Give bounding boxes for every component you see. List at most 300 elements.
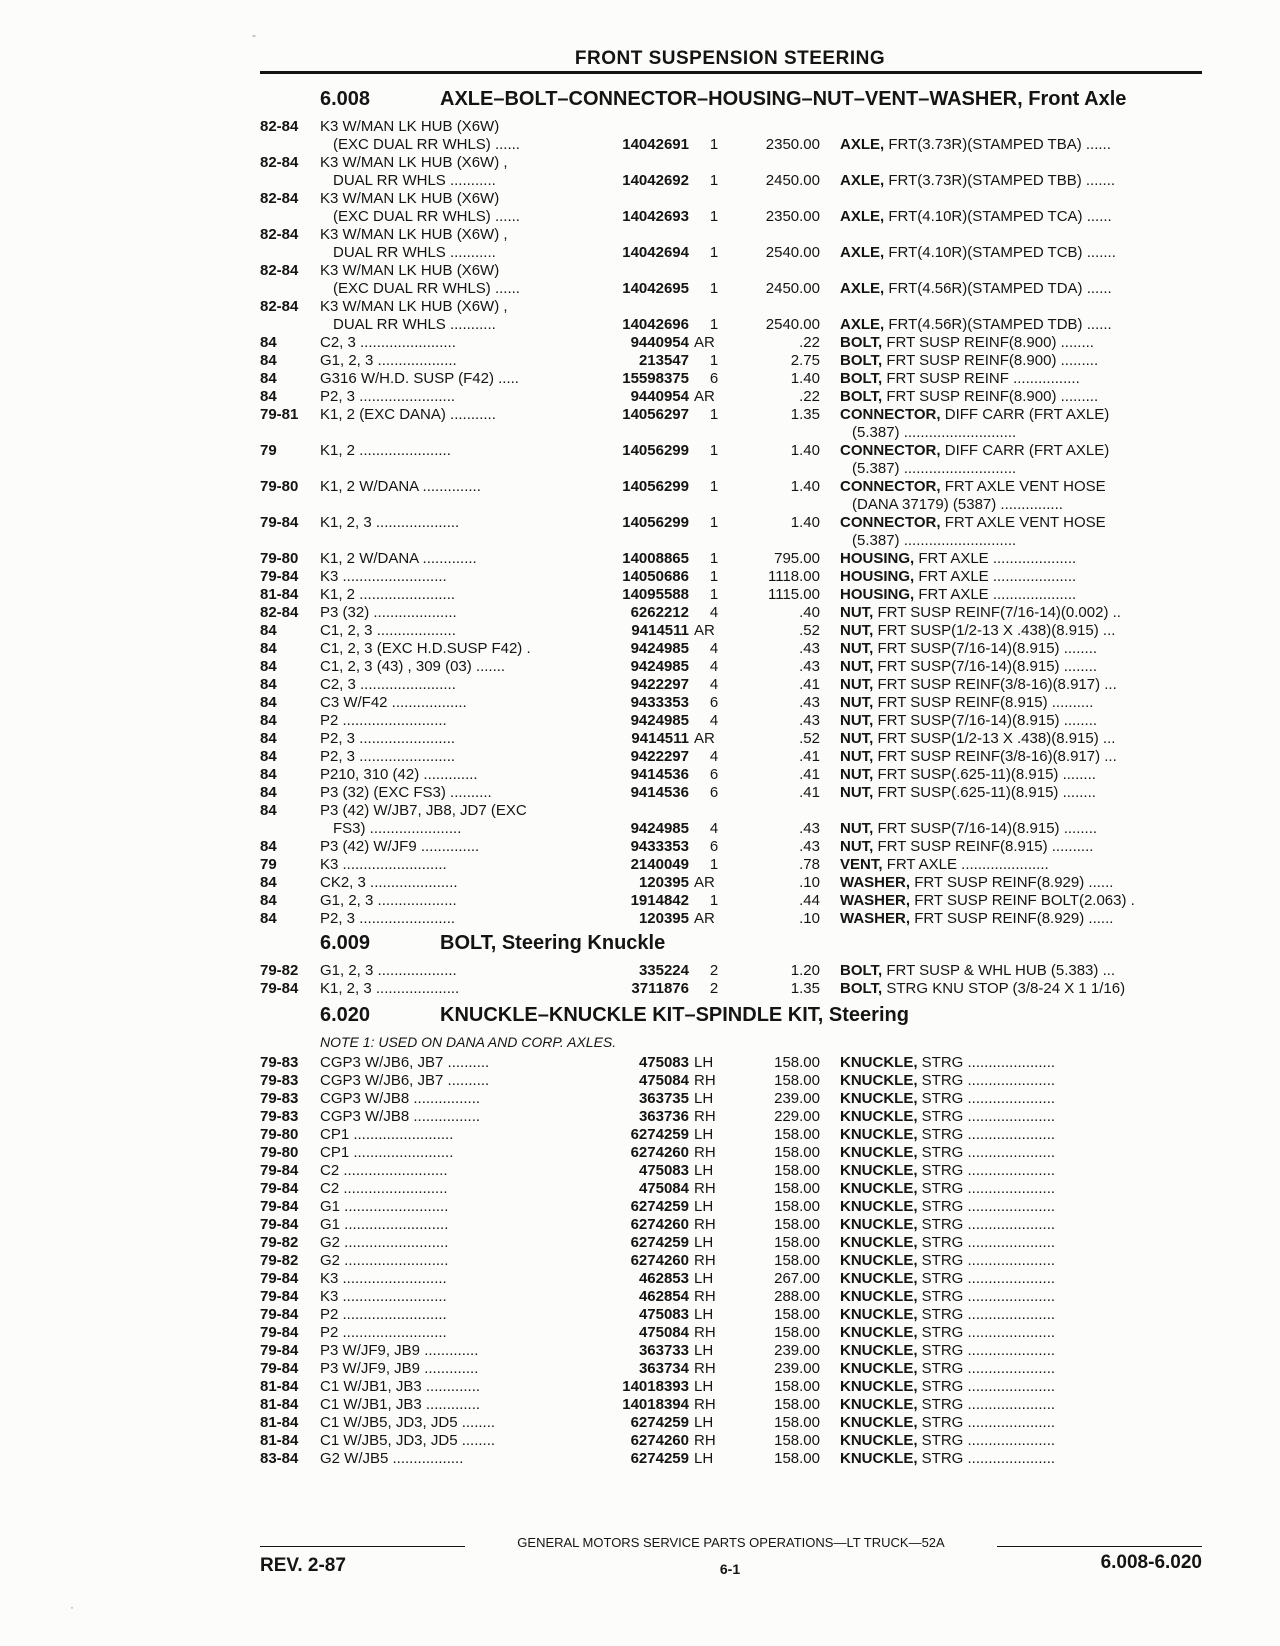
application-continued: (EXC DUAL RR WHLS) ...... bbox=[333, 208, 520, 225]
price: 2540.00 bbox=[765, 316, 820, 333]
part-number: 6274260 bbox=[560, 1144, 689, 1162]
quantity: 1 bbox=[709, 856, 719, 873]
section-6-008-heading bbox=[320, 88, 1220, 114]
model-years: 79-80 bbox=[260, 550, 299, 567]
description bbox=[840, 658, 1200, 676]
model-years: 84 bbox=[260, 334, 277, 351]
price: .52 bbox=[799, 622, 820, 639]
price: 2350.00 bbox=[765, 136, 820, 153]
quantity: LH bbox=[694, 1198, 714, 1215]
quantity: RH bbox=[694, 1180, 716, 1197]
model-years: 82-84 bbox=[260, 190, 299, 207]
description-detail: FRT SUSP(.625-11)(8.915) ........ bbox=[877, 784, 1096, 801]
description bbox=[840, 1288, 1200, 1306]
model-years: 84 bbox=[260, 658, 277, 675]
model-years: 84 bbox=[260, 874, 277, 891]
part-number: 9414536 bbox=[560, 766, 689, 784]
description-detail: FRT AXLE .................... bbox=[918, 550, 1077, 567]
footer-revision: REV. 2-87 bbox=[260, 1555, 346, 1576]
description-noun: NUT, bbox=[840, 784, 874, 801]
description-detail: STRG ..................... bbox=[921, 1126, 1056, 1143]
description bbox=[840, 1432, 1200, 1450]
description-noun: CONNECTOR, bbox=[840, 478, 941, 495]
description-noun: NUT, bbox=[840, 730, 874, 747]
description-detail: FRT AXLE .................... bbox=[918, 568, 1077, 585]
price: .22 bbox=[799, 388, 820, 405]
model-years: 79-84 bbox=[260, 1360, 299, 1377]
part-number: 14042692 bbox=[560, 172, 689, 190]
description-detail: FRT AXLE .................... bbox=[918, 586, 1077, 603]
part-number: 14056299 bbox=[560, 514, 689, 532]
description bbox=[840, 1162, 1200, 1180]
price: .10 bbox=[799, 874, 820, 891]
model-years: 83-84 bbox=[260, 1450, 299, 1467]
description-detail: FRT SUSP(7/16-14)(8.915) ........ bbox=[877, 820, 1098, 837]
part-number: 9424985 bbox=[560, 712, 689, 730]
application: K3 W/MAN LK HUB (X6W) , bbox=[320, 298, 508, 315]
part-number: 3711876 bbox=[560, 980, 689, 998]
description bbox=[840, 586, 1200, 604]
part-number: 9424985 bbox=[560, 640, 689, 658]
parts-row bbox=[0, 856, 1280, 874]
description-detail: STRG ..................... bbox=[921, 1162, 1056, 1179]
quantity: 2 bbox=[709, 980, 719, 997]
quantity: 4 bbox=[709, 676, 719, 693]
price: 288.00 bbox=[774, 1288, 820, 1305]
parts-row bbox=[0, 640, 1280, 658]
application: G1, 2, 3 ................... bbox=[320, 962, 457, 979]
description bbox=[840, 1378, 1200, 1396]
description bbox=[840, 892, 1200, 910]
description bbox=[840, 1144, 1200, 1162]
description-detail: STRG ..................... bbox=[921, 1216, 1056, 1233]
application: K1, 2, 3 .................... bbox=[320, 980, 460, 997]
description bbox=[840, 820, 1200, 838]
quantity: LH bbox=[694, 1306, 714, 1323]
quantity: 1 bbox=[709, 892, 719, 909]
part-number: 363733 bbox=[560, 1342, 689, 1360]
description-detail: STRG ..................... bbox=[921, 1342, 1056, 1359]
application: G316 W/H.D. SUSP (F42) ..... bbox=[320, 370, 519, 387]
quantity: 1 bbox=[709, 442, 719, 459]
parts-row bbox=[0, 496, 1280, 514]
description-noun: KNUCKLE, bbox=[840, 1288, 918, 1305]
description bbox=[840, 622, 1200, 640]
description-noun: NUT, bbox=[840, 748, 874, 765]
quantity: 1 bbox=[709, 514, 719, 531]
price: 158.00 bbox=[774, 1216, 820, 1233]
quantity: 6 bbox=[709, 784, 719, 801]
description-detail: STRG ..................... bbox=[921, 1396, 1056, 1413]
application: CP1 ........................ bbox=[320, 1126, 454, 1143]
description-noun: KNUCKLE, bbox=[840, 1342, 918, 1359]
description bbox=[840, 604, 1200, 622]
description-detail: FRT SUSP REINF BOLT(2.063) . bbox=[914, 892, 1135, 909]
application-continued: DUAL RR WHLS ........... bbox=[333, 172, 496, 189]
price: .41 bbox=[799, 784, 820, 801]
parts-row bbox=[0, 1450, 1280, 1468]
application: P3 (42) W/JF9 .............. bbox=[320, 838, 480, 855]
quantity: 6 bbox=[709, 370, 719, 387]
description bbox=[840, 1108, 1200, 1126]
model-years: 79-84 bbox=[260, 1270, 299, 1287]
parts-row bbox=[0, 136, 1280, 154]
description-detail: DIFF CARR (FRT AXLE) bbox=[944, 442, 1110, 459]
model-years: 82-84 bbox=[260, 298, 299, 315]
application: K3 W/MAN LK HUB (X6W) bbox=[320, 262, 500, 279]
model-years: 79-84 bbox=[260, 1216, 299, 1233]
quantity: 4 bbox=[709, 820, 719, 837]
price: 158.00 bbox=[774, 1432, 820, 1449]
part-number: 6262212 bbox=[560, 604, 689, 622]
parts-row bbox=[0, 1126, 1280, 1144]
description-continued: (5.387) ........................... bbox=[852, 532, 1017, 549]
description-noun: KNUCKLE, bbox=[840, 1396, 918, 1413]
description bbox=[840, 1198, 1200, 1216]
parts-row bbox=[0, 1072, 1280, 1090]
model-years: 79-84 bbox=[260, 980, 299, 997]
description bbox=[840, 962, 1200, 980]
description-detail: STRG ..................... bbox=[921, 1288, 1056, 1305]
part-number: 6274259 bbox=[560, 1198, 689, 1216]
description-detail: STRG ..................... bbox=[921, 1108, 1056, 1125]
application: K3 W/MAN LK HUB (X6W) bbox=[320, 118, 500, 135]
price: 158.00 bbox=[774, 1180, 820, 1197]
quantity: LH bbox=[694, 1090, 714, 1107]
application: K3 W/MAN LK HUB (X6W) , bbox=[320, 154, 508, 171]
description-noun: KNUCKLE, bbox=[840, 1126, 918, 1143]
parts-row bbox=[0, 1342, 1280, 1360]
model-years: 84 bbox=[260, 622, 277, 639]
description bbox=[840, 280, 1200, 298]
description bbox=[840, 1270, 1200, 1288]
description bbox=[840, 352, 1200, 370]
description-noun: BOLT, bbox=[840, 352, 883, 369]
price: 2540.00 bbox=[765, 244, 820, 261]
quantity: RH bbox=[694, 1288, 716, 1305]
part-number: 9433353 bbox=[560, 838, 689, 856]
model-years: 84 bbox=[260, 766, 277, 783]
parts-row bbox=[0, 1414, 1280, 1432]
application: G2 ......................... bbox=[320, 1234, 449, 1251]
description-noun: KNUCKLE, bbox=[840, 1054, 918, 1071]
model-years: 81-84 bbox=[260, 1414, 299, 1431]
description-noun: BOLT, bbox=[840, 334, 883, 351]
quantity: 1 bbox=[709, 586, 719, 603]
description-noun: AXLE, bbox=[840, 136, 885, 153]
quantity: 1 bbox=[709, 136, 719, 153]
description bbox=[840, 874, 1200, 892]
quantity: 1 bbox=[709, 478, 719, 495]
model-years: 81-84 bbox=[260, 586, 299, 603]
part-number: 9424985 bbox=[560, 658, 689, 676]
description-noun: BOLT, bbox=[840, 980, 883, 997]
description-noun: KNUCKLE, bbox=[840, 1432, 918, 1449]
part-number: 475084 bbox=[560, 1180, 689, 1198]
price: .40 bbox=[799, 604, 820, 621]
part-number: 9424985 bbox=[560, 820, 689, 838]
model-years: 79-84 bbox=[260, 1198, 299, 1215]
section-number: 6.009 bbox=[320, 932, 371, 954]
description-noun: KNUCKLE, bbox=[840, 1234, 918, 1251]
application: G2 ......................... bbox=[320, 1252, 449, 1269]
price: 1.35 bbox=[790, 406, 820, 423]
model-years: 79-84 bbox=[260, 1342, 299, 1359]
part-number: 6274260 bbox=[560, 1216, 689, 1234]
price: .78 bbox=[799, 856, 820, 873]
description-detail: STRG ..................... bbox=[921, 1432, 1056, 1449]
part-number: 14042691 bbox=[560, 136, 689, 154]
price: 158.00 bbox=[774, 1198, 820, 1215]
scan-speck: - bbox=[252, 28, 256, 42]
description bbox=[840, 980, 1200, 998]
part-number: 6274259 bbox=[560, 1234, 689, 1252]
model-years: 84 bbox=[260, 712, 277, 729]
application: CGP3 W/JB6, JB7 .......... bbox=[320, 1054, 490, 1071]
parts-row bbox=[0, 1378, 1280, 1396]
price: 2450.00 bbox=[765, 280, 820, 297]
model-years: 79-81 bbox=[260, 406, 299, 423]
description bbox=[840, 1360, 1200, 1378]
model-years: 79-80 bbox=[260, 1144, 299, 1161]
application: G1, 2, 3 ................... bbox=[320, 352, 457, 369]
quantity: LH bbox=[694, 1126, 714, 1143]
parts-row bbox=[0, 118, 1280, 136]
part-number: 363734 bbox=[560, 1360, 689, 1378]
description-noun: HOUSING, bbox=[840, 568, 915, 585]
description-noun: KNUCKLE, bbox=[840, 1324, 918, 1341]
description-detail: STRG ..................... bbox=[921, 1360, 1056, 1377]
quantity: 1 bbox=[709, 550, 719, 567]
quantity: LH bbox=[694, 1162, 714, 1179]
description-noun: KNUCKLE, bbox=[840, 1270, 918, 1287]
description bbox=[840, 712, 1200, 730]
model-years: 84 bbox=[260, 730, 277, 747]
part-number: 9440954 bbox=[560, 334, 689, 352]
model-years: 84 bbox=[260, 910, 277, 927]
model-years: 79-84 bbox=[260, 514, 299, 531]
part-number: 1914842 bbox=[560, 892, 689, 910]
description-detail: FRT AXLE VENT HOSE bbox=[944, 478, 1106, 495]
parts-row bbox=[0, 838, 1280, 856]
description-noun: NUT, bbox=[840, 658, 874, 675]
description bbox=[840, 766, 1200, 784]
quantity: LH bbox=[694, 1234, 714, 1251]
price: 1.20 bbox=[790, 962, 820, 979]
description-detail: STRG ..................... bbox=[921, 1180, 1056, 1197]
description bbox=[840, 640, 1200, 658]
price: .41 bbox=[799, 766, 820, 783]
description bbox=[840, 406, 1200, 424]
price: .44 bbox=[799, 892, 820, 909]
application: C1, 2, 3 (EXC H.D.SUSP F42) . bbox=[320, 640, 531, 657]
application: C3 W/F42 .................. bbox=[320, 694, 467, 711]
description-noun: KNUCKLE, bbox=[840, 1090, 918, 1107]
description-noun: NUT, bbox=[840, 640, 874, 657]
application: P2 ......................... bbox=[320, 1324, 447, 1341]
description-detail: FRT(4.56R)(STAMPED TDB) ...... bbox=[888, 316, 1112, 333]
parts-row bbox=[0, 370, 1280, 388]
model-years: 84 bbox=[260, 388, 277, 405]
quantity: 6 bbox=[709, 838, 719, 855]
application: C2 ......................... bbox=[320, 1162, 448, 1179]
parts-row bbox=[0, 442, 1280, 460]
model-years: 84 bbox=[260, 676, 277, 693]
quantity: RH bbox=[694, 1216, 716, 1233]
description-noun: KNUCKLE, bbox=[840, 1360, 918, 1377]
part-number: 14042694 bbox=[560, 244, 689, 262]
application: C1 W/JB5, JD3, JD5 ........ bbox=[320, 1414, 496, 1431]
parts-row bbox=[0, 1090, 1280, 1108]
section-title: AXLE–BOLT–CONNECTOR–HOUSING–NUT–VENT–WASHER, Front Axle bbox=[440, 88, 1127, 110]
application: CGP3 W/JB8 ................ bbox=[320, 1090, 481, 1107]
model-years: 79-80 bbox=[260, 478, 299, 495]
description bbox=[840, 478, 1200, 496]
application: C1 W/JB1, JB3 ............. bbox=[320, 1378, 481, 1395]
footer-rule-left bbox=[260, 1546, 465, 1547]
part-number: 14056297 bbox=[560, 406, 689, 424]
model-years: 79-84 bbox=[260, 1180, 299, 1197]
quantity: 1 bbox=[709, 568, 719, 585]
quantity: LH bbox=[694, 1054, 714, 1071]
description-detail: FRT SUSP REINF(8.915) .......... bbox=[877, 838, 1094, 855]
description-noun: KNUCKLE, bbox=[840, 1162, 918, 1179]
application: P3 (42) W/JB7, JB8, JD7 (EXC bbox=[320, 802, 527, 819]
description bbox=[840, 1180, 1200, 1198]
parts-row bbox=[0, 532, 1280, 550]
model-years: 84 bbox=[260, 802, 277, 819]
description bbox=[840, 1234, 1200, 1252]
description-detail: FRT SUSP(7/16-14)(8.915) ........ bbox=[877, 640, 1098, 657]
footer-operations-line bbox=[260, 1535, 1202, 1553]
description-detail: FRT(3.73R)(STAMPED TBA) ...... bbox=[888, 136, 1111, 153]
quantity: 1 bbox=[709, 280, 719, 297]
description bbox=[840, 370, 1200, 388]
price: .22 bbox=[799, 334, 820, 351]
part-number: 9414536 bbox=[560, 784, 689, 802]
application: CGP3 W/JB8 ................ bbox=[320, 1108, 481, 1125]
model-years: 81-84 bbox=[260, 1432, 299, 1449]
model-years: 79-82 bbox=[260, 1234, 299, 1251]
part-number: 120395 bbox=[560, 874, 689, 892]
parts-row bbox=[0, 208, 1280, 226]
part-number: 462854 bbox=[560, 1288, 689, 1306]
parts-row bbox=[0, 1162, 1280, 1180]
model-years: 81-84 bbox=[260, 1396, 299, 1413]
description bbox=[840, 1324, 1200, 1342]
application: K3 W/MAN LK HUB (X6W) bbox=[320, 190, 500, 207]
quantity: LH bbox=[694, 1378, 714, 1395]
section-6-020-heading bbox=[320, 1004, 1220, 1030]
price: 1115.00 bbox=[768, 586, 820, 603]
quantity: 4 bbox=[709, 712, 719, 729]
application: P2 ......................... bbox=[320, 1306, 447, 1323]
price: 1.40 bbox=[790, 370, 820, 387]
description-detail: FRT SUSP & WHL HUB (5.383) ... bbox=[886, 962, 1116, 979]
model-years: 82-84 bbox=[260, 226, 299, 243]
application: P3 W/JF9, JB9 ............. bbox=[320, 1342, 479, 1359]
application: G1 ......................... bbox=[320, 1198, 449, 1215]
model-years: 79-82 bbox=[260, 1252, 299, 1269]
part-number: 14018393 bbox=[560, 1378, 689, 1396]
price: 158.00 bbox=[774, 1054, 820, 1071]
description-detail: STRG ..................... bbox=[921, 1252, 1056, 1269]
parts-row bbox=[0, 980, 1280, 998]
description-detail: FRT SUSP(1/2-13 X .438)(8.915) ... bbox=[877, 730, 1116, 747]
description-noun: CONNECTOR, bbox=[840, 514, 941, 531]
parts-row bbox=[0, 550, 1280, 568]
part-number: 9433353 bbox=[560, 694, 689, 712]
application: C1, 2, 3 ................... bbox=[320, 622, 456, 639]
description-noun: NUT, bbox=[840, 712, 874, 729]
footer-rule-right bbox=[997, 1546, 1202, 1547]
description-noun: AXLE, bbox=[840, 316, 885, 333]
description bbox=[840, 730, 1200, 748]
parts-row bbox=[0, 676, 1280, 694]
quantity: AR bbox=[694, 388, 715, 405]
description bbox=[840, 550, 1200, 568]
description-noun: AXLE, bbox=[840, 172, 885, 189]
model-years: 79-83 bbox=[260, 1108, 299, 1125]
parts-row bbox=[0, 874, 1280, 892]
quantity: RH bbox=[694, 1108, 716, 1125]
parts-row bbox=[0, 1396, 1280, 1414]
description-noun: BOLT, bbox=[840, 370, 883, 387]
description bbox=[840, 514, 1200, 532]
model-years: 82-84 bbox=[260, 154, 299, 171]
description-noun: KNUCKLE, bbox=[840, 1072, 918, 1089]
quantity: 1 bbox=[709, 244, 719, 261]
description bbox=[840, 1090, 1200, 1108]
parts-row bbox=[0, 334, 1280, 352]
description-detail: STRG ..................... bbox=[921, 1450, 1056, 1467]
part-number: 475083 bbox=[560, 1306, 689, 1324]
parts-row bbox=[0, 604, 1280, 622]
description-detail: FRT SUSP(.625-11)(8.915) ........ bbox=[877, 766, 1096, 783]
model-years: 79-84 bbox=[260, 1162, 299, 1179]
price: 158.00 bbox=[774, 1126, 820, 1143]
application: K1, 2 (EXC DANA) ........... bbox=[320, 406, 496, 423]
model-years: 84 bbox=[260, 748, 277, 765]
parts-row bbox=[0, 1198, 1280, 1216]
application: G1 ......................... bbox=[320, 1216, 449, 1233]
description-noun: KNUCKLE, bbox=[840, 1180, 918, 1197]
description-noun: WASHER, bbox=[840, 910, 911, 927]
description-noun: KNUCKLE, bbox=[840, 1378, 918, 1395]
part-number: 14008865 bbox=[560, 550, 689, 568]
description-noun: KNUCKLE, bbox=[840, 1108, 918, 1125]
application: C2, 3 ....................... bbox=[320, 334, 456, 351]
model-years: 79-84 bbox=[260, 1324, 299, 1341]
quantity: RH bbox=[694, 1072, 716, 1089]
description bbox=[840, 748, 1200, 766]
parts-row bbox=[0, 568, 1280, 586]
description-detail: STRG ..................... bbox=[921, 1378, 1056, 1395]
price: .43 bbox=[799, 838, 820, 855]
quantity: 4 bbox=[709, 604, 719, 621]
description-continued: (5.387) ........................... bbox=[852, 424, 1017, 441]
quantity: 1 bbox=[709, 316, 719, 333]
parts-row bbox=[0, 460, 1280, 478]
price: .43 bbox=[799, 640, 820, 657]
parts-row bbox=[0, 262, 1280, 280]
application: K3 ......................... bbox=[320, 856, 447, 873]
parts-row bbox=[0, 766, 1280, 784]
part-number: 6274260 bbox=[560, 1432, 689, 1450]
application-continued: (EXC DUAL RR WHLS) ...... bbox=[333, 280, 520, 297]
description-detail: FRT(3.73R)(STAMPED TBB) ....... bbox=[888, 172, 1116, 189]
application: K1, 2, 3 .................... bbox=[320, 514, 460, 531]
